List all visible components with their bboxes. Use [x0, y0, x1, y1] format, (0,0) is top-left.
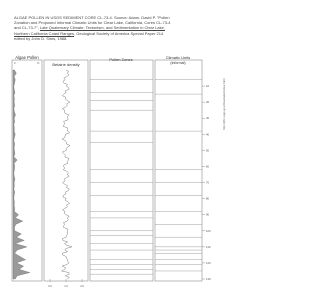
depth-tick-label: 130	[206, 277, 211, 281]
climatic-units-subtitle: (informal)	[170, 61, 186, 65]
betaine-tick-2: 2.0	[80, 285, 84, 288]
betaine-panel-title: Betaine density	[52, 62, 80, 67]
depth-tick-label: 110	[206, 244, 211, 249]
climatic-units-frame	[155, 60, 202, 281]
depth-tick-label: 40	[206, 132, 210, 137]
depth-tick-label: 70	[206, 180, 210, 185]
depth-tick-label: 60	[206, 164, 210, 169]
betaine-density-series	[61, 70, 72, 279]
algae-panel-title: Algae Pollen	[15, 55, 39, 60]
depth-tick-label: 50	[206, 148, 210, 153]
caption-line-3-text: and CL-73-7",	[14, 25, 40, 31]
book-title-link-cont[interactable]: Northern California Coast Ranges	[14, 30, 75, 36]
algae-tick-percent: %	[37, 62, 40, 65]
algae-series-layer	[13, 70, 30, 279]
depth-tick-label: 20	[206, 100, 210, 105]
caption-line-5: edited by John D. Sims, 1988.	[14, 35, 68, 41]
betaine-series-layer	[50, 70, 82, 282]
depth-axis	[202, 84, 211, 281]
algae-pollen-series	[13, 70, 30, 279]
depth-tick-label: 80	[206, 196, 210, 201]
caption-line-1: ALGAE POLLEN IN USGS SEDIMENT CORE CL-73-4. Source: Adam, David P. "Pollen	[14, 15, 170, 20]
betaine-tick-1: 1.0	[64, 285, 68, 288]
pollen-zones-frame	[90, 60, 153, 281]
depth-tick-label: 100	[206, 228, 211, 233]
source-url-vertical[interactable]: http://qfc.usgs.gov/clearlake/index.html	[222, 78, 226, 130]
pollen-zones-title: Pollen Zones	[109, 57, 133, 62]
figure-caption	[14, 15, 220, 41]
climatic-unit-boundaries	[155, 80, 202, 271]
caption-line-2: Zonation and Proposed Informal Climatic Units for Clear Lake, California, Cores CL-73-4	[14, 20, 171, 26]
depth-tick-label: 10	[206, 84, 210, 89]
betaine-tick-0: 0.0	[48, 285, 52, 288]
depth-tick-label: 120	[206, 260, 211, 265]
depth-tick-label: 90	[206, 212, 210, 217]
algae-tick-zero: 0	[14, 62, 16, 65]
pollen-zone-boundaries	[90, 80, 153, 275]
betaine-panel-frame	[44, 60, 88, 281]
depth-tick-label: 30	[206, 116, 210, 121]
climatic-units-title: Climatic Units	[165, 55, 191, 60]
book-title-link[interactable]: Late Quaternary Climate, Tectonism, and Sedimentation in Clear Lake,	[39, 25, 165, 31]
caption-line-4-text: , Geological Society of America Special Paper 214	[74, 30, 164, 36]
